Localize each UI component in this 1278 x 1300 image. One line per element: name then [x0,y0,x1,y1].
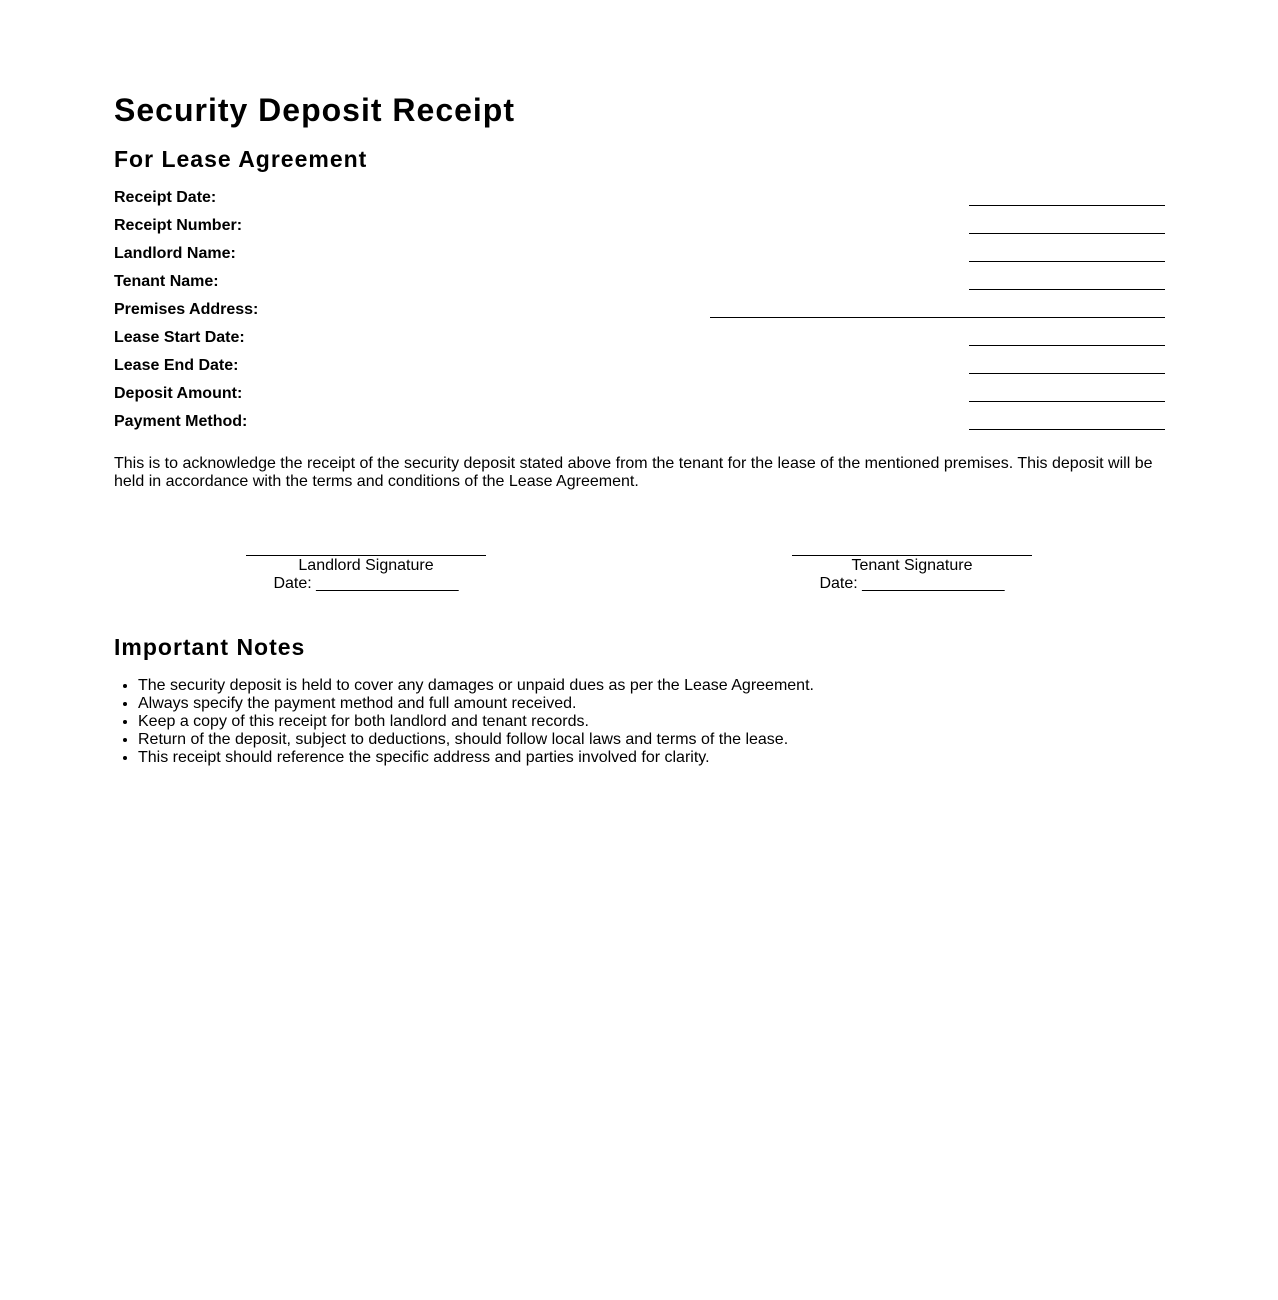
field-label: Payment Method: [114,413,248,430]
receipt-date-blank [969,205,1165,206]
tenant-signature-block [792,538,1032,593]
field-receipt-date [114,184,1165,212]
field-label: Lease Start Date: [114,329,245,346]
document-title: Security Deposit Receipt [114,92,515,128]
field-premises-address [114,296,1165,324]
field-lease-start-date [114,324,1165,352]
lease-end-date-blank [969,373,1165,374]
tenant-signature-date: Date: ________________ [819,575,1005,592]
list-item: • Return of the deposit, subject to deductions, should follow local laws and terms of the lease. [138,731,1158,749]
list-item: • Keep a copy of this receipt for both landlord and tenant records. [138,713,1158,731]
tenant-signature-line [792,538,1032,556]
receipt-fields [114,184,1165,436]
field-label: Lease End Date: [114,357,239,374]
premises-address-blank [710,317,1165,318]
field-receipt-number [114,212,1165,240]
field-lease-end-date [114,352,1165,380]
receipt-number-blank [969,233,1165,234]
field-label: Premises Address: [114,301,259,318]
field-landlord-name [114,240,1165,268]
lease-start-date-blank [969,345,1165,346]
payment-method-blank [969,429,1165,430]
field-label: Landlord Name: [114,245,236,262]
list-item: • This receipt should reference the specific address and parties involved for clarity. [138,749,1158,767]
list-item: • Always specify the payment method and full amount received. [138,695,1158,713]
field-deposit-amount [114,380,1165,408]
landlord-signature-caption: Landlord Signature [298,557,434,574]
acknowledgement-text: This is to acknowledge the receipt of the security deposit stated above from the tenant for the lease of the mentioned premises. This deposit will be held in accordance with the terms and conditions of the Lease Agreement. [114,455,1153,490]
field-label: Tenant Name: [114,273,219,290]
field-tenant-name [114,268,1165,296]
list-item: • The security deposit is held to cover any damages or unpaid dues as per the Lease Agreement. [138,677,1158,695]
field-label: Receipt Number: [114,217,243,234]
landlord-name-blank [969,261,1165,262]
tenant-name-blank [969,289,1165,290]
document-subtitle: For Lease Agreement [114,146,368,172]
tenant-signature-caption: Tenant Signature [851,557,973,574]
field-label: Receipt Date: [114,189,217,206]
landlord-signature-line [246,538,486,556]
field-label: Deposit Amount: [114,385,243,402]
deposit-amount-blank [969,401,1165,402]
notes-list [114,677,1158,767]
field-payment-method [114,408,1165,436]
landlord-signature-block [246,538,486,593]
landlord-signature-date: Date: ________________ [273,575,459,592]
notes-heading: Important Notes [114,634,306,660]
